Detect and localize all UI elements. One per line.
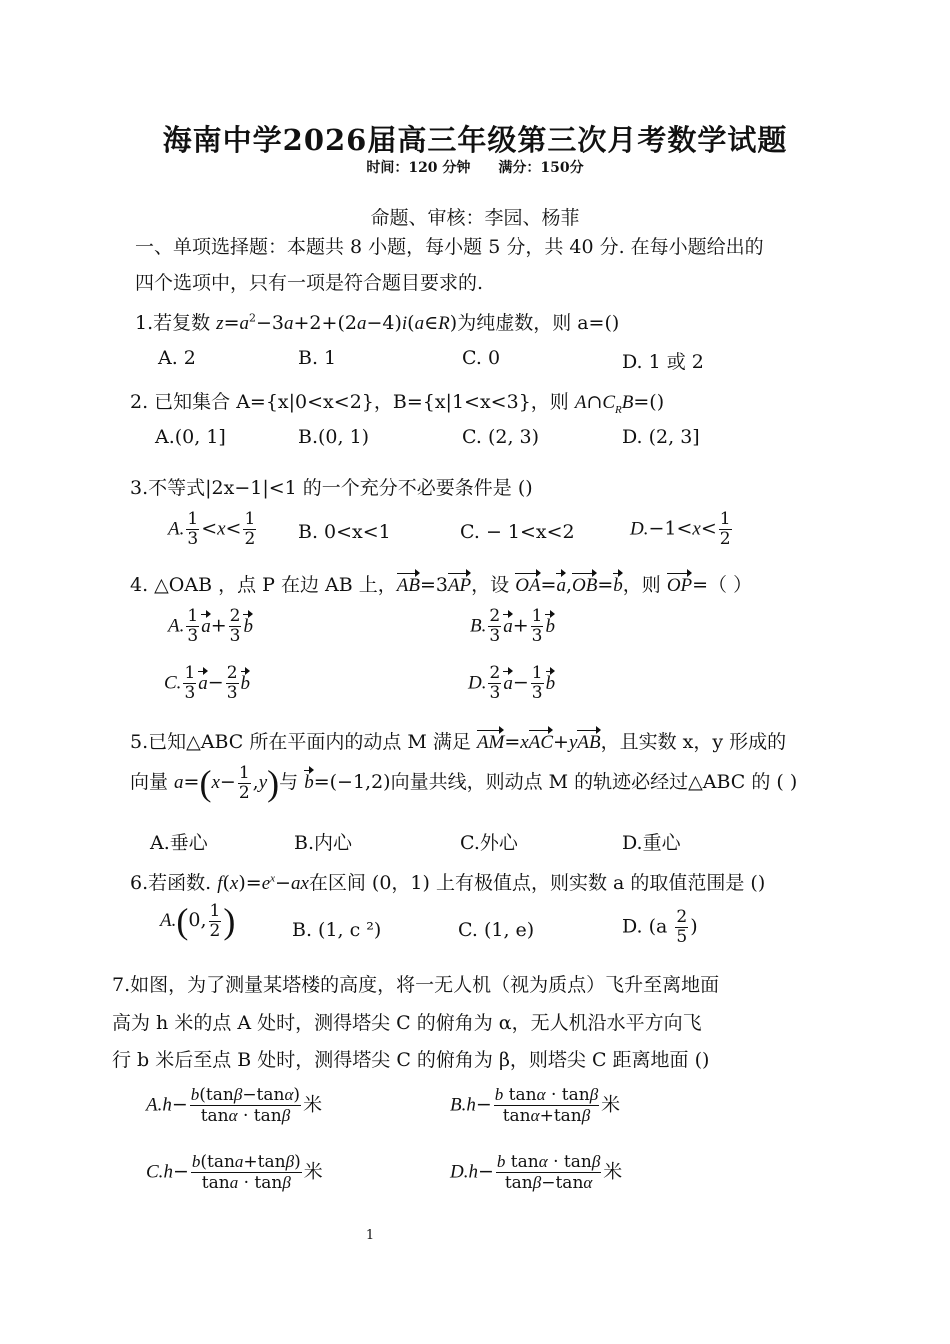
q3-option-b: B. 0<x<1 <box>298 521 391 543</box>
q2-option-b: B.(0, 1) <box>298 426 370 448</box>
q4-option-a: A. $\frac{1}{3}$ a+ $\frac{2}{3}$ b <box>168 606 253 646</box>
question-7-line1: 7.如图，为了测量某塔楼的高度，将一无人机（视为质点）飞升至离地面 <box>112 974 720 996</box>
exam-title: 海南中学2026届高三年级第三次月考数学试题 <box>162 123 788 157</box>
q6-option-a: A.(0, $\frac{1}{2}$ ) <box>160 900 236 941</box>
page-number: 1 <box>365 1228 375 1243</box>
q4-option-b: B. $\frac{2}{3}$ a+ $\frac{1}{3}$ b <box>470 606 555 646</box>
q4-option-d: D. $\frac{2}{3}$ a− $\frac{1}{3}$ b <box>468 663 556 703</box>
exam-info: 时间：120 分钟 满分：150分 <box>366 160 584 176</box>
question-2-stem: 2. 已知集合 A={x|0<x<2}，B={x|1<x<3}，则 $A\cap C_RB=()$ <box>130 391 665 416</box>
q1-formula: z <box>216 313 224 334</box>
q5-option-b: B.内心 <box>294 832 353 854</box>
q3-option-a: A. $\frac{1}{3}$ <x< $\frac{1}{2}$ <box>168 509 256 549</box>
q1-option-c: C. 0 <box>462 347 501 369</box>
question-1-stem: 1.若复数 $z=a^2-3a+2+(2a-4)i(a\in R)$为纯虚数，则 a=() <box>135 311 620 334</box>
q5-option-c: C.外心 <box>460 832 518 854</box>
section-heading-line2: 四个选项中，只有一项是符合题目要求的. <box>135 272 484 294</box>
question-6-stem: 6.若函数. $f(x)=e^x-ax$在区间 (0，1) 上有极值点，则实数 a 的取值范围是 () <box>130 872 766 894</box>
q3-option-d: D.−1<x< $\frac{1}{2}$ <box>630 509 731 549</box>
q4-option-c: C. $\frac{1}{3}$ a− $\frac{2}{3}$ b <box>164 663 251 703</box>
q3-option-c: C. − 1<x<2 <box>460 521 575 543</box>
q1-option-a: A. 2 <box>158 347 196 369</box>
q1-suffix: 为纯虚数，则 a=() <box>457 312 620 334</box>
q1-prefix: 1.若复数 <box>135 312 217 334</box>
q7-option-b: B.h− $\frac{\text{b tanα · tanβ}}{\tan\alpha+\tan\beta}$ 米 <box>450 1085 621 1126</box>
q2-option-a: A.(0, 1] <box>155 426 226 448</box>
q1-option-b: B. 1 <box>298 347 337 369</box>
q1-option-d: D. 1 或 2 <box>622 351 704 373</box>
q2-option-d: D. (2, 3] <box>622 426 700 448</box>
q6-option-d: D. (a $\frac{2}{5}$ ) <box>622 907 698 947</box>
q5-option-a: A.垂心 <box>150 832 208 854</box>
question-7-line2: 高为 h 米的点 A 处时，测得塔尖 C 的俯角为 α，无人机沿水平方向飞 <box>112 1012 702 1034</box>
section-heading-line1: 一、单项选择题：本题共 8 小题，每小题 5 分，共 40 分. 在每小题给出的 <box>135 236 764 258</box>
question-4-stem: 4. △OAB ，点 P 在边 AB 上，AB=3AP，设 OA=a,OB=b，则 OP=（ ） <box>130 574 753 596</box>
authors: 命题、审核：李园、杨菲 <box>370 207 580 229</box>
q2-option-c: C. (2, 3) <box>462 426 540 448</box>
question-3-stem: 3.不等式|2x−1|<1 的一个充分不必要条件是 () <box>130 477 533 499</box>
question-7-line3: 行 b 米后至点 B 处时，测得塔尖 C 的俯角为 β，则塔尖 C 距离地面 () <box>112 1049 710 1071</box>
q7-option-d: D.h− $\frac{\text{b tanα · tanβ}}{\tan\beta-\tan\alpha}$ 米 <box>450 1152 623 1193</box>
question-5-stem-line1: 5.已知△ABC 所在平面内的动点 M 满足 AM=xAC+yAB，且实数 x，y 形成的 <box>130 731 787 753</box>
q7-option-c: C.h− $\frac{b(\tan a+\tan\beta)}{\tan a \cdot \tan\beta}$ 米 <box>146 1152 323 1193</box>
q6-option-c: C. (1, e) <box>458 919 535 941</box>
q5-option-d: D.重心 <box>622 832 681 854</box>
q7-option-a: A.h− $\frac{b(\tan\beta-\tan\alpha)}{\tan\alpha \cdot \tan\beta}$ 米 <box>146 1085 323 1126</box>
question-5-stem-line2: 向量 a=(x− $\frac{1}{2}$ ,y)与 b=(−1,2)向量共线，则动点 M 的轨迹必经过△ABC 的 ( ) <box>130 762 798 803</box>
q6-option-b: B. (1, c ²) <box>292 919 382 941</box>
